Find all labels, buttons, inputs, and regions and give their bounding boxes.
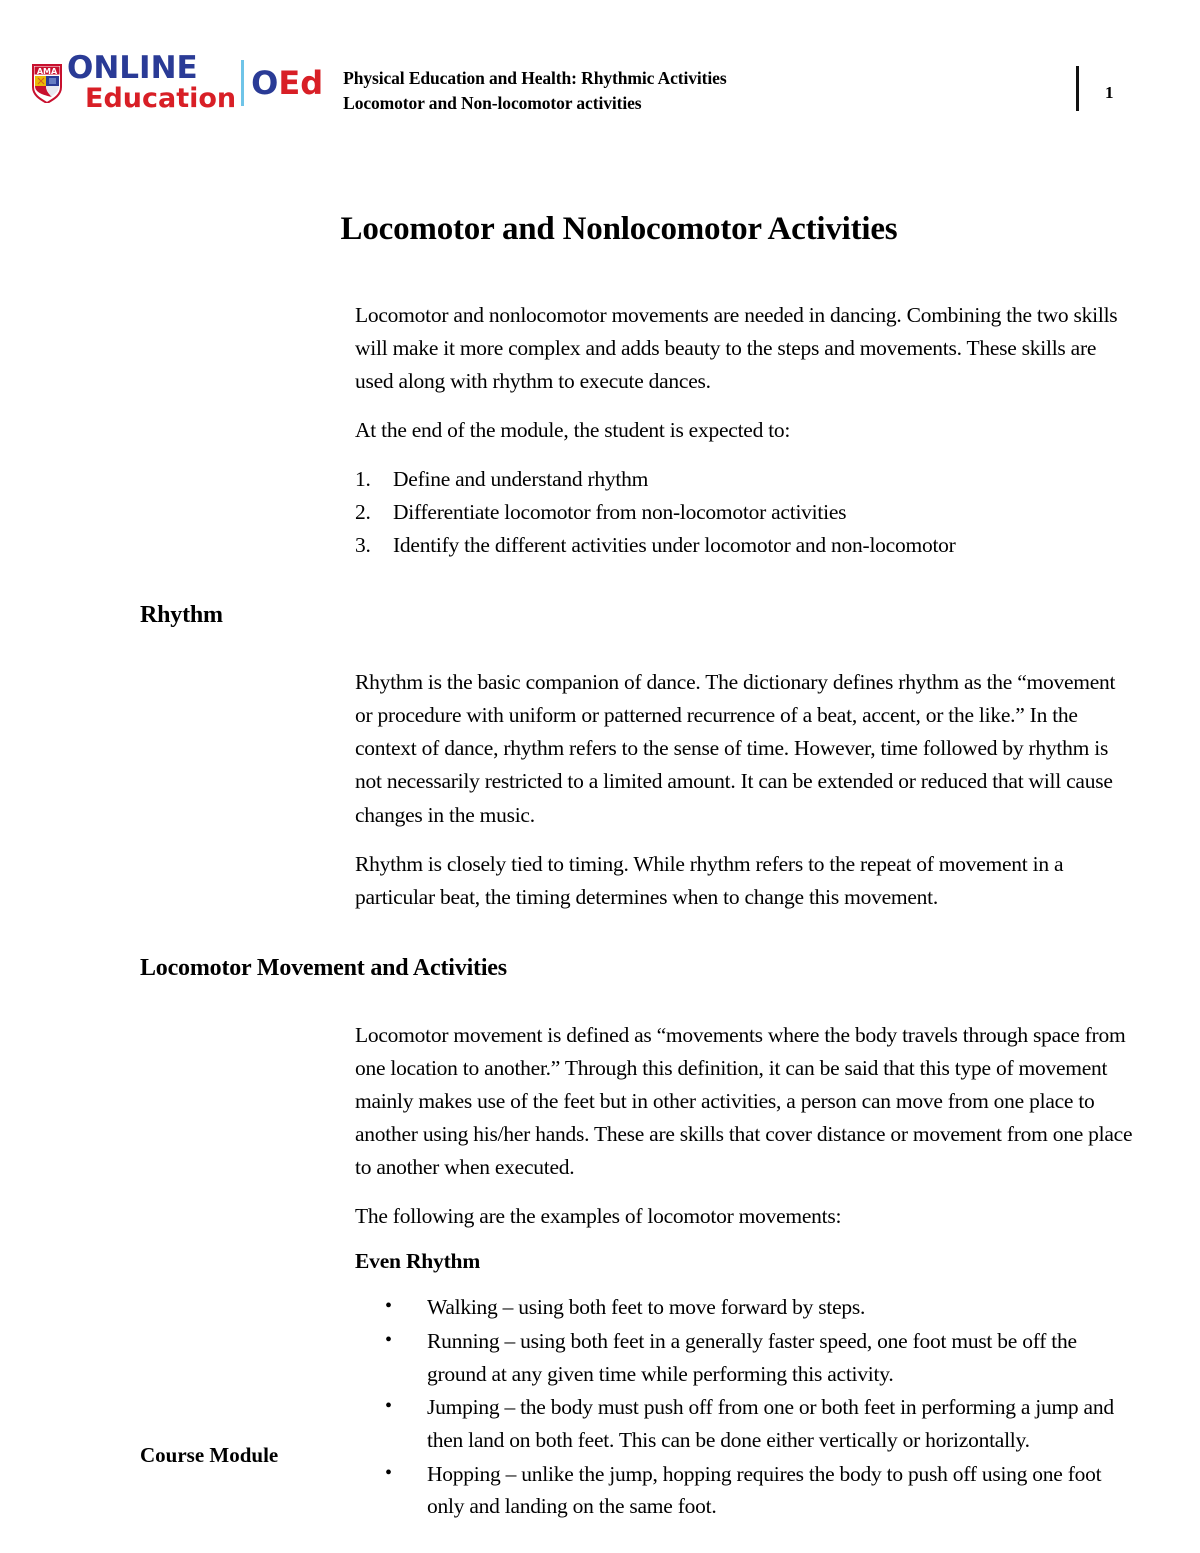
oed-ed-letters: Ed bbox=[278, 64, 324, 102]
list-item bbox=[355, 496, 1135, 529]
logo-divider bbox=[241, 60, 244, 106]
list-item bbox=[385, 1458, 1135, 1524]
intro-paragraph: Locomotor and nonlocomotor movements are needed in dancing. Combining the two skills will make it more complex and adds beauty to the steps and movements. These skills are used along with rhythm to execute dances. bbox=[355, 302, 1118, 394]
list-item-text: Walking – using both feet to move forward by steps. bbox=[427, 1295, 866, 1320]
spacer bbox=[0, 938, 1200, 954]
locomotor-paragraph-1: Locomotor movement is defined as “movements where the body travels through space from one location to another.” Through this definition, it can be said that this type of movement mainly makes use of the feet but in other activities, a person can move from one place to another using his/her hands. These are skills that cover distance or movement from one place to another when executed. bbox=[355, 1022, 1133, 1180]
spacer bbox=[0, 585, 1200, 601]
svg-text:AMA: AMA bbox=[36, 67, 58, 76]
objectives-list bbox=[355, 463, 1135, 561]
logo-wordmark bbox=[67, 50, 237, 114]
page-number: 1 bbox=[1105, 83, 1114, 102]
objectives-lead: At the end of the module, the student is expected to: bbox=[355, 418, 791, 443]
list-item bbox=[355, 463, 1135, 496]
list-item-number: 2. bbox=[355, 500, 371, 524]
header-page-number-group bbox=[1076, 66, 1114, 111]
list-item bbox=[385, 1325, 1135, 1391]
list-item-text: Jumping – the body must push off from one or both feet in performing a jump and then land on both feet. This can be done either vertically or horizontally. bbox=[427, 1395, 1114, 1452]
spacer bbox=[0, 654, 1200, 666]
logo-education-text: Education bbox=[85, 82, 237, 114]
spacer bbox=[355, 1275, 1135, 1291]
header-course-titles bbox=[343, 52, 726, 116]
ama-shield-icon bbox=[32, 63, 62, 103]
document-title: Locomotor and Nonlocomotor Activities bbox=[340, 211, 898, 247]
list-item-text: Hopping – unlike the jump, hopping requires the body to push off using one foot only and landing on the same foot. bbox=[427, 1461, 1102, 1519]
list-item-number: 3. bbox=[355, 532, 371, 557]
list-item-text: Running – using both feet in a generally faster speed, one foot must be off the ground at any given time while performing this activity. bbox=[427, 1328, 1077, 1386]
bullet-icon: • bbox=[385, 1395, 392, 1418]
list-item bbox=[355, 529, 1135, 562]
spacer bbox=[0, 1007, 1200, 1019]
spacer bbox=[0, 630, 1200, 654]
bullet-icon: • bbox=[385, 1461, 392, 1484]
rhythm-paragraph-2: Rhythm is closely tied to timing. While rhythm refers to the repeat of movement in a particular beat, the timing determines when to change this movement. bbox=[355, 851, 1064, 909]
list-item bbox=[385, 1291, 1135, 1325]
locomotor-block bbox=[355, 1019, 1135, 1524]
list-item bbox=[385, 1391, 1135, 1457]
even-rhythm-list bbox=[355, 1291, 1135, 1524]
spacer bbox=[355, 832, 1135, 848]
spacer bbox=[355, 398, 1135, 414]
spacer bbox=[355, 447, 1135, 463]
oed-logo-text bbox=[251, 64, 324, 102]
page-header bbox=[0, 52, 1200, 132]
list-item-text: Identify the different activities under locomotor and non-locomotor bbox=[393, 532, 956, 557]
bullet-icon: • bbox=[385, 1328, 392, 1351]
spacer bbox=[0, 983, 1200, 1007]
logo-online-text: ONLINE bbox=[67, 50, 198, 87]
list-item-number: 1. bbox=[355, 467, 371, 492]
document-body bbox=[0, 208, 1200, 1524]
spacer bbox=[0, 561, 1200, 585]
ama-oed-logo bbox=[32, 52, 323, 114]
list-item-text: Differentiate locomotor from non-locomotor activities bbox=[393, 500, 847, 524]
spacer bbox=[0, 251, 1200, 275]
spacer bbox=[355, 1233, 1135, 1249]
oed-o-letter: O bbox=[251, 64, 279, 102]
header-vertical-rule bbox=[1076, 66, 1079, 111]
rhythm-paragraph-1: Rhythm is the basic companion of dance. The dictionary defines rhythm as the “movement or procedure with uniform or patterned recurrence of a beat, accent, or the like.” In the context of dance, rhythm refers to the sense of time. However, time followed by rhythm is not necessarily restricted to a limited amount. It can be extended or reduced that will cause changes in the music. bbox=[355, 670, 1116, 827]
header-title-line-1: Physical Education and Health: Rhythmic Activities bbox=[343, 68, 727, 88]
list-item-text: Define and understand rhythm bbox=[393, 467, 649, 492]
locomotor-paragraph-2: The following are the examples of locomotor movements: bbox=[355, 1204, 842, 1229]
document-footer: Course Module bbox=[140, 1443, 279, 1467]
spacer bbox=[0, 275, 1200, 299]
bullet-icon: • bbox=[385, 1295, 392, 1318]
section-heading-locomotor: Locomotor Movement and Activities bbox=[140, 954, 507, 981]
rhythm-block bbox=[355, 666, 1135, 914]
header-title-line-2: Locomotor and Non-locomotor activities bbox=[343, 92, 642, 113]
subheading-even-rhythm: Even Rhythm bbox=[355, 1249, 481, 1274]
section-heading-rhythm: Rhythm bbox=[140, 602, 223, 629]
intro-block bbox=[355, 299, 1135, 561]
spacer bbox=[355, 1184, 1135, 1200]
spacer bbox=[0, 914, 1200, 938]
